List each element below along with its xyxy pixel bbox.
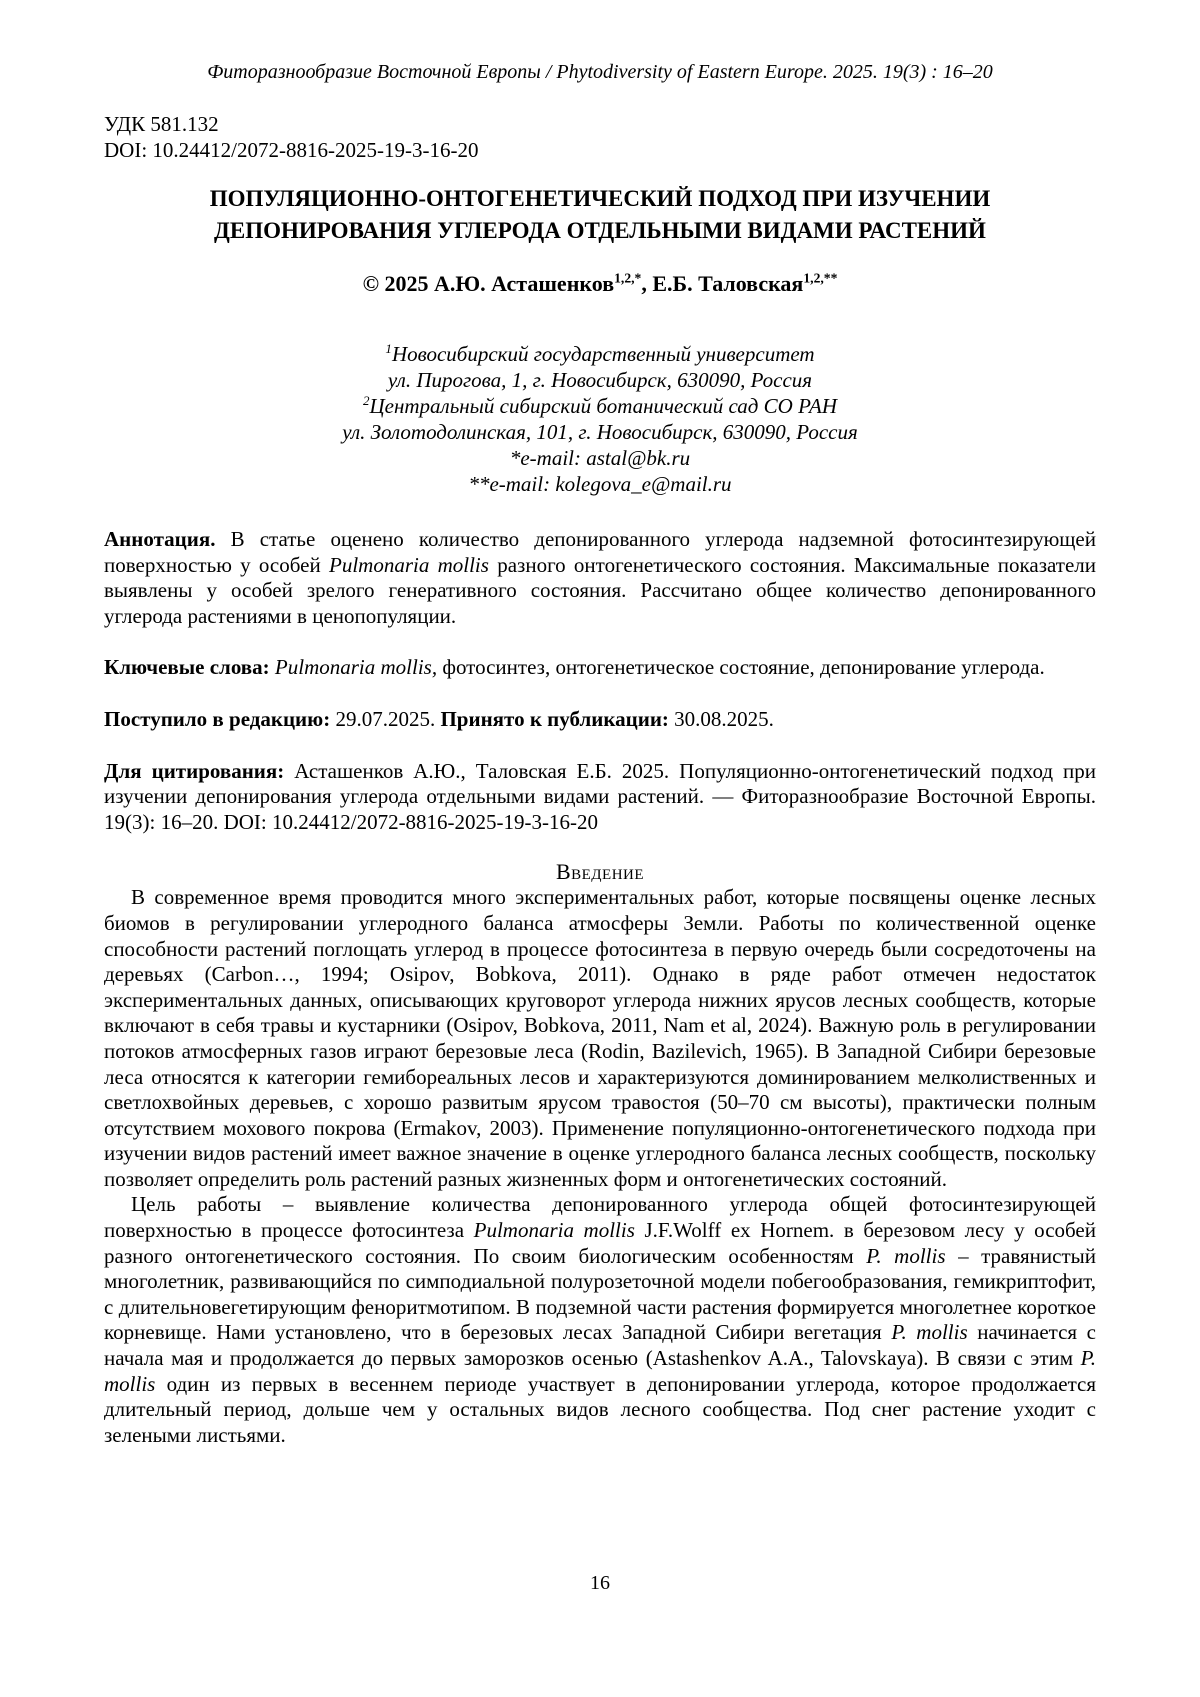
- article-title-line2: ДЕПОНИРОВАНИЯ УГЛЕРОДА ОТДЕЛЬНЫМИ ВИДАМИ РАСТЕНИЙ: [214, 218, 986, 243]
- journal-header: Фиторазнообразие Восточной Европы / Phytodiversity of Eastern Europe. 2025. 19(3) : 16–20: [207, 61, 993, 83]
- udk-line: УДК 581.132: [104, 112, 219, 136]
- authors-line: © 2025 А.Ю. Асташенков$^{1,2,*}$, Е.Б. Таловская$^{1,2,**}$: [362, 270, 838, 296]
- intro-paragraph-2: Цель работы – выявление количества депонированного углерода общей фотосинтезирующей поверхностью в процессе фотосинтеза Pulmonaria mollis J.F.Wolff ex Hornem. в березовом лесу у особей разного онтогенетического состояния. По своим биологическим особенностям P. mollis – травянистый многолетник, развивающийся по симподиальной полурозеточной модели побегообразования, гемикриптофит, с длительновегетирующим феноритмотипом. В подземной части растения формируется многолетнее короткое корневище. Нами установлено, что в березовых лесах Западной Сибири вегетация P. mollis начинается с начала мая и продолжается до первых заморозков осенью (Astashenkov A.A., Talovskaya). В связи с этим P. mollis один из первых в весеннем периоде участвует в депонировании углерода, которое продолжается длительный период, дольше чем у остальных видов лесного сообщества. Под снег растение уходит с зелеными листьями.: [104, 1192, 1097, 1447]
- doi-line: DOI: 10.24412/2072-8816-2025-19-3-16-20: [104, 138, 479, 162]
- citation-paragraph: Для цитирования: Асташенков А.Ю., Таловская Е.Б. 2025. Популяционно-онтогенетический подход при изучении депонирования углерода отдельными видами растений. — Фиторазнообразие Восточной Европы. 19(3): 16–20. DOI: 10.24412/2072-8816-2025-19-3-16-20: [104, 758, 1096, 834]
- affiliation-garden: $^2$Центральный сибирский ботанический сад СО РАН: [362, 393, 838, 418]
- submission-dates-line: Поступило в редакцию: 29.07.2025. Принято к публикации: 30.08.2025.: [104, 706, 774, 731]
- page-number: 16: [590, 1572, 610, 1594]
- article-title: [104, 183, 1096, 247]
- keywords-paragraph: Ключевые слова: Pulmonaria mollis, фотосинтез, онтогенетическое состояние, депонирование углерода.: [104, 655, 1045, 680]
- affiliation-university: $^1$Новосибирский государственный университет: [385, 341, 815, 366]
- intro-paragraph-1: В современное время проводится много экспериментальных работ, которые посвящены оценке лесных биомов в регулировании углеродного баланса атмосферы Земли. Работы по количественной оценке способности растений поглощать углерод в процессе фотосинтеза в первую очередь были сосредоточены на деревьях (Carbon…, 1994; Osipov, Bobkova, 2011). Однако в ряде работ отмечен недостаток экспериментальных данных, описывающих круговорот углерода нижних ярусов лесных сообществ, которые включают в себя травы и кустарники (Osipov, Bobkova, 2011, Nam et al, 2024). Важную роль в регулировании потоков атмосферных газов играют березовые леса (Rodin, Bazilevich, 1965). В Западной Сибири березовые леса относятся к категории гемибореальных лесов и характеризуются доминированием мелколиственных и светлохвойных деревьев, с хорошо развитым ярусом травостоя (50–70 см высоты), практически полным отсутствием мохового покрова (Ermakov, 2003). Применение популяционно-онтогенетического подхода при изучении видов растений имеет важное значение в оценке углеродного баланса лесных сообществ, поскольку позволяет определить роль растений разных жизненных форм и онтогенетических состояний.: [104, 885, 1096, 1191]
- email-secondary: **e-mail: kolegova_e@mail.ru: [468, 472, 732, 496]
- affiliations-block: [104, 341, 1096, 497]
- affiliation-university-address: ул. Пирогова, 1, г. Новосибирск, 630090, Россия: [387, 368, 813, 392]
- identifiers-block: [104, 111, 1096, 163]
- article-title-line1: ПОПУЛЯЦИОННО-ОНТОГЕНЕТИЧЕСКИЙ ПОДХОД ПРИ ИЗУЧЕНИИ: [209, 186, 991, 211]
- email-primary: *e-mail: astal@bk.ru: [509, 446, 691, 470]
- section-heading-introduction: Введение: [555, 859, 645, 885]
- affiliation-garden-address: ул. Золотодолинская, 101, г. Новосибирск, 630090, Россия: [342, 420, 858, 444]
- abstract-paragraph: Аннотация. В статье оценено количество депонированного углерода надземной фотосинтезирующей поверхностью у особей Pulmonaria mollis разного онтогенетического состояния. Максимальные показатели выявлены у особей зрелого генеративного состояния. Рассчитано общее количество депонированного углерода растениями в ценопопуляции.: [104, 527, 1097, 628]
